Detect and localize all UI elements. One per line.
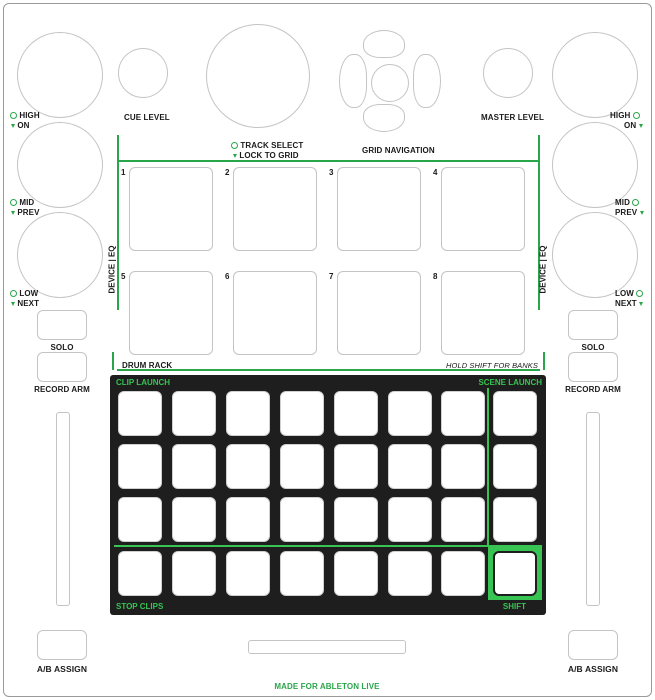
right-ab-assign-label: A/B ASSIGN — [567, 664, 619, 674]
grid-navigation-label: GRID NAVIGATION — [362, 146, 435, 155]
stop-clip-button[interactable] — [388, 551, 432, 596]
left-record-arm-button[interactable] — [37, 352, 87, 382]
clip-pad[interactable] — [226, 444, 270, 489]
lock-to-grid-arrow-icon — [233, 154, 237, 158]
clip-pad[interactable] — [334, 391, 378, 436]
stop-clip-button[interactable] — [280, 551, 324, 596]
shift-label: SHIFT — [502, 602, 526, 611]
device-eq-left-label: DEVICE | EQ — [107, 245, 117, 294]
left-solo-label: SOLO — [50, 343, 74, 352]
right-on-label: ON — [624, 121, 643, 130]
ring-icon — [10, 290, 17, 297]
pad-number: 8 — [433, 272, 438, 281]
drum-pad-1[interactable] — [129, 167, 213, 251]
arrow-down-icon — [11, 124, 15, 128]
clip-pad[interactable] — [441, 391, 485, 436]
scene-launch-button[interactable] — [493, 391, 537, 436]
lock-to-grid-label: LOCK TO GRID — [233, 151, 299, 160]
ring-icon — [10, 199, 17, 206]
stop-clips-label: STOP CLIPS — [116, 602, 164, 611]
right-solo-button[interactable] — [568, 310, 618, 340]
right-solo-label: SOLO — [581, 343, 605, 352]
clip-pad[interactable] — [172, 391, 216, 436]
drum-rack-label: DRUM RACK — [122, 361, 173, 370]
clip-launch-label: CLIP LAUNCH — [116, 378, 171, 387]
cue-level-knob[interactable] — [118, 48, 168, 98]
right-ab-assign-button[interactable] — [568, 630, 618, 660]
right-volume-fader[interactable] — [586, 412, 600, 606]
scene-launch-label: SCENE LAUNCH — [478, 378, 542, 387]
right-record-arm-label: RECORD ARM — [565, 385, 621, 394]
pad-number: 5 — [121, 272, 126, 281]
left-eq-high-knob[interactable] — [17, 32, 103, 118]
right-low-label: LOW — [615, 289, 643, 298]
left-record-arm-label: RECORD ARM — [34, 385, 90, 394]
clip-pad[interactable] — [441, 444, 485, 489]
drum-rack-left-line — [117, 135, 119, 310]
ring-icon — [10, 112, 17, 119]
stop-clip-button[interactable] — [334, 551, 378, 596]
clip-pad[interactable] — [388, 391, 432, 436]
arrow-down-icon — [11, 302, 15, 306]
left-eq-mid-knob[interactable] — [17, 122, 103, 208]
arrow-down-icon — [639, 124, 643, 128]
clip-pad[interactable] — [280, 444, 324, 489]
pad-number: 7 — [329, 272, 334, 281]
left-volume-fader[interactable] — [56, 412, 70, 606]
drum-pad-3[interactable] — [337, 167, 421, 251]
clip-pad[interactable] — [334, 444, 378, 489]
clip-pad[interactable] — [226, 391, 270, 436]
clip-pad[interactable] — [280, 391, 324, 436]
clip-pad[interactable] — [280, 497, 324, 542]
shift-button[interactable] — [493, 551, 537, 596]
stop-divider-line — [114, 545, 542, 547]
right-record-arm-button[interactable] — [568, 352, 618, 382]
nav-right-button[interactable] — [413, 54, 441, 108]
arrow-down-icon — [640, 211, 644, 215]
left-ab-assign-label: A/B ASSIGN — [36, 664, 88, 674]
pad-number: 6 — [225, 272, 230, 281]
master-level-label: MASTER LEVEL — [481, 113, 544, 122]
clip-pad[interactable] — [118, 391, 162, 436]
ring-icon — [636, 290, 643, 297]
drum-rack-top-line — [117, 160, 540, 162]
ring-icon — [632, 199, 639, 206]
ring-icon — [633, 112, 640, 119]
pad-number: 3 — [329, 168, 334, 177]
left-high-label: HIGH — [10, 111, 40, 120]
cue-level-label: CUE LEVEL — [124, 113, 170, 122]
track-select-knob[interactable] — [206, 24, 310, 128]
scene-launch-button[interactable] — [493, 444, 537, 489]
clip-pad[interactable] — [226, 497, 270, 542]
clip-pad[interactable] — [118, 444, 162, 489]
left-mid-label: MID — [10, 198, 34, 207]
arrow-down-icon — [11, 211, 15, 215]
clip-pad[interactable] — [441, 497, 485, 542]
stop-clip-button[interactable] — [172, 551, 216, 596]
made-for-ableton-label: MADE FOR ABLETON LIVE — [274, 682, 380, 691]
left-ab-assign-button[interactable] — [37, 630, 87, 660]
drum-rack-bottom-left-stub — [112, 352, 114, 370]
drum-pad-6[interactable] — [233, 271, 317, 355]
crossfader[interactable] — [248, 640, 406, 654]
scene-launch-button[interactable] — [493, 497, 537, 542]
stop-clip-button[interactable] — [441, 551, 485, 596]
left-eq-low-knob[interactable] — [17, 212, 103, 298]
arrow-down-icon — [639, 302, 643, 306]
nav-up-button[interactable] — [363, 30, 405, 58]
left-on-label: ON — [11, 121, 30, 130]
drum-pad-2[interactable] — [233, 167, 317, 251]
drum-rack-bottom-right-stub — [543, 352, 545, 370]
clip-pad[interactable] — [388, 444, 432, 489]
right-high-label: HIGH — [610, 111, 640, 120]
nav-down-button[interactable] — [363, 104, 405, 132]
drum-pad-7[interactable] — [337, 271, 421, 355]
clip-pad[interactable] — [172, 497, 216, 542]
left-next-label: NEXT — [11, 299, 39, 308]
right-eq-mid-knob[interactable] — [552, 122, 638, 208]
right-eq-low-knob[interactable] — [552, 212, 638, 298]
track-select-ring-icon — [231, 142, 238, 149]
right-prev-label: PREV — [615, 208, 644, 217]
drum-pad-8[interactable] — [441, 271, 525, 355]
master-level-knob[interactable] — [483, 48, 533, 98]
device-eq-right-label: DEVICE | EQ — [538, 245, 548, 294]
track-select-label: TRACK SELECT — [231, 141, 303, 150]
stop-clip-button[interactable] — [226, 551, 270, 596]
right-eq-high-knob[interactable] — [552, 32, 638, 118]
scene-divider-line — [487, 388, 489, 546]
nav-left-button[interactable] — [339, 54, 367, 108]
drum-pad-4[interactable] — [441, 167, 525, 251]
nav-center-button[interactable] — [371, 64, 409, 102]
left-prev-label: PREV — [11, 208, 40, 217]
pad-number: 4 — [433, 168, 438, 177]
clip-pad[interactable] — [334, 497, 378, 542]
left-solo-button[interactable] — [37, 310, 87, 340]
right-mid-label: MID — [615, 198, 639, 207]
drum-pad-5[interactable] — [129, 271, 213, 355]
clip-pad[interactable] — [388, 497, 432, 542]
clip-pad[interactable] — [172, 444, 216, 489]
right-next-label: NEXT — [615, 299, 643, 308]
pad-number: 2 — [225, 168, 230, 177]
stop-clip-button[interactable] — [118, 551, 162, 596]
clip-pad[interactable] — [118, 497, 162, 542]
pad-number: 1 — [121, 168, 126, 177]
hold-shift-label: HOLD SHIFT FOR BANKS — [446, 361, 539, 370]
left-low-label: LOW — [10, 289, 38, 298]
